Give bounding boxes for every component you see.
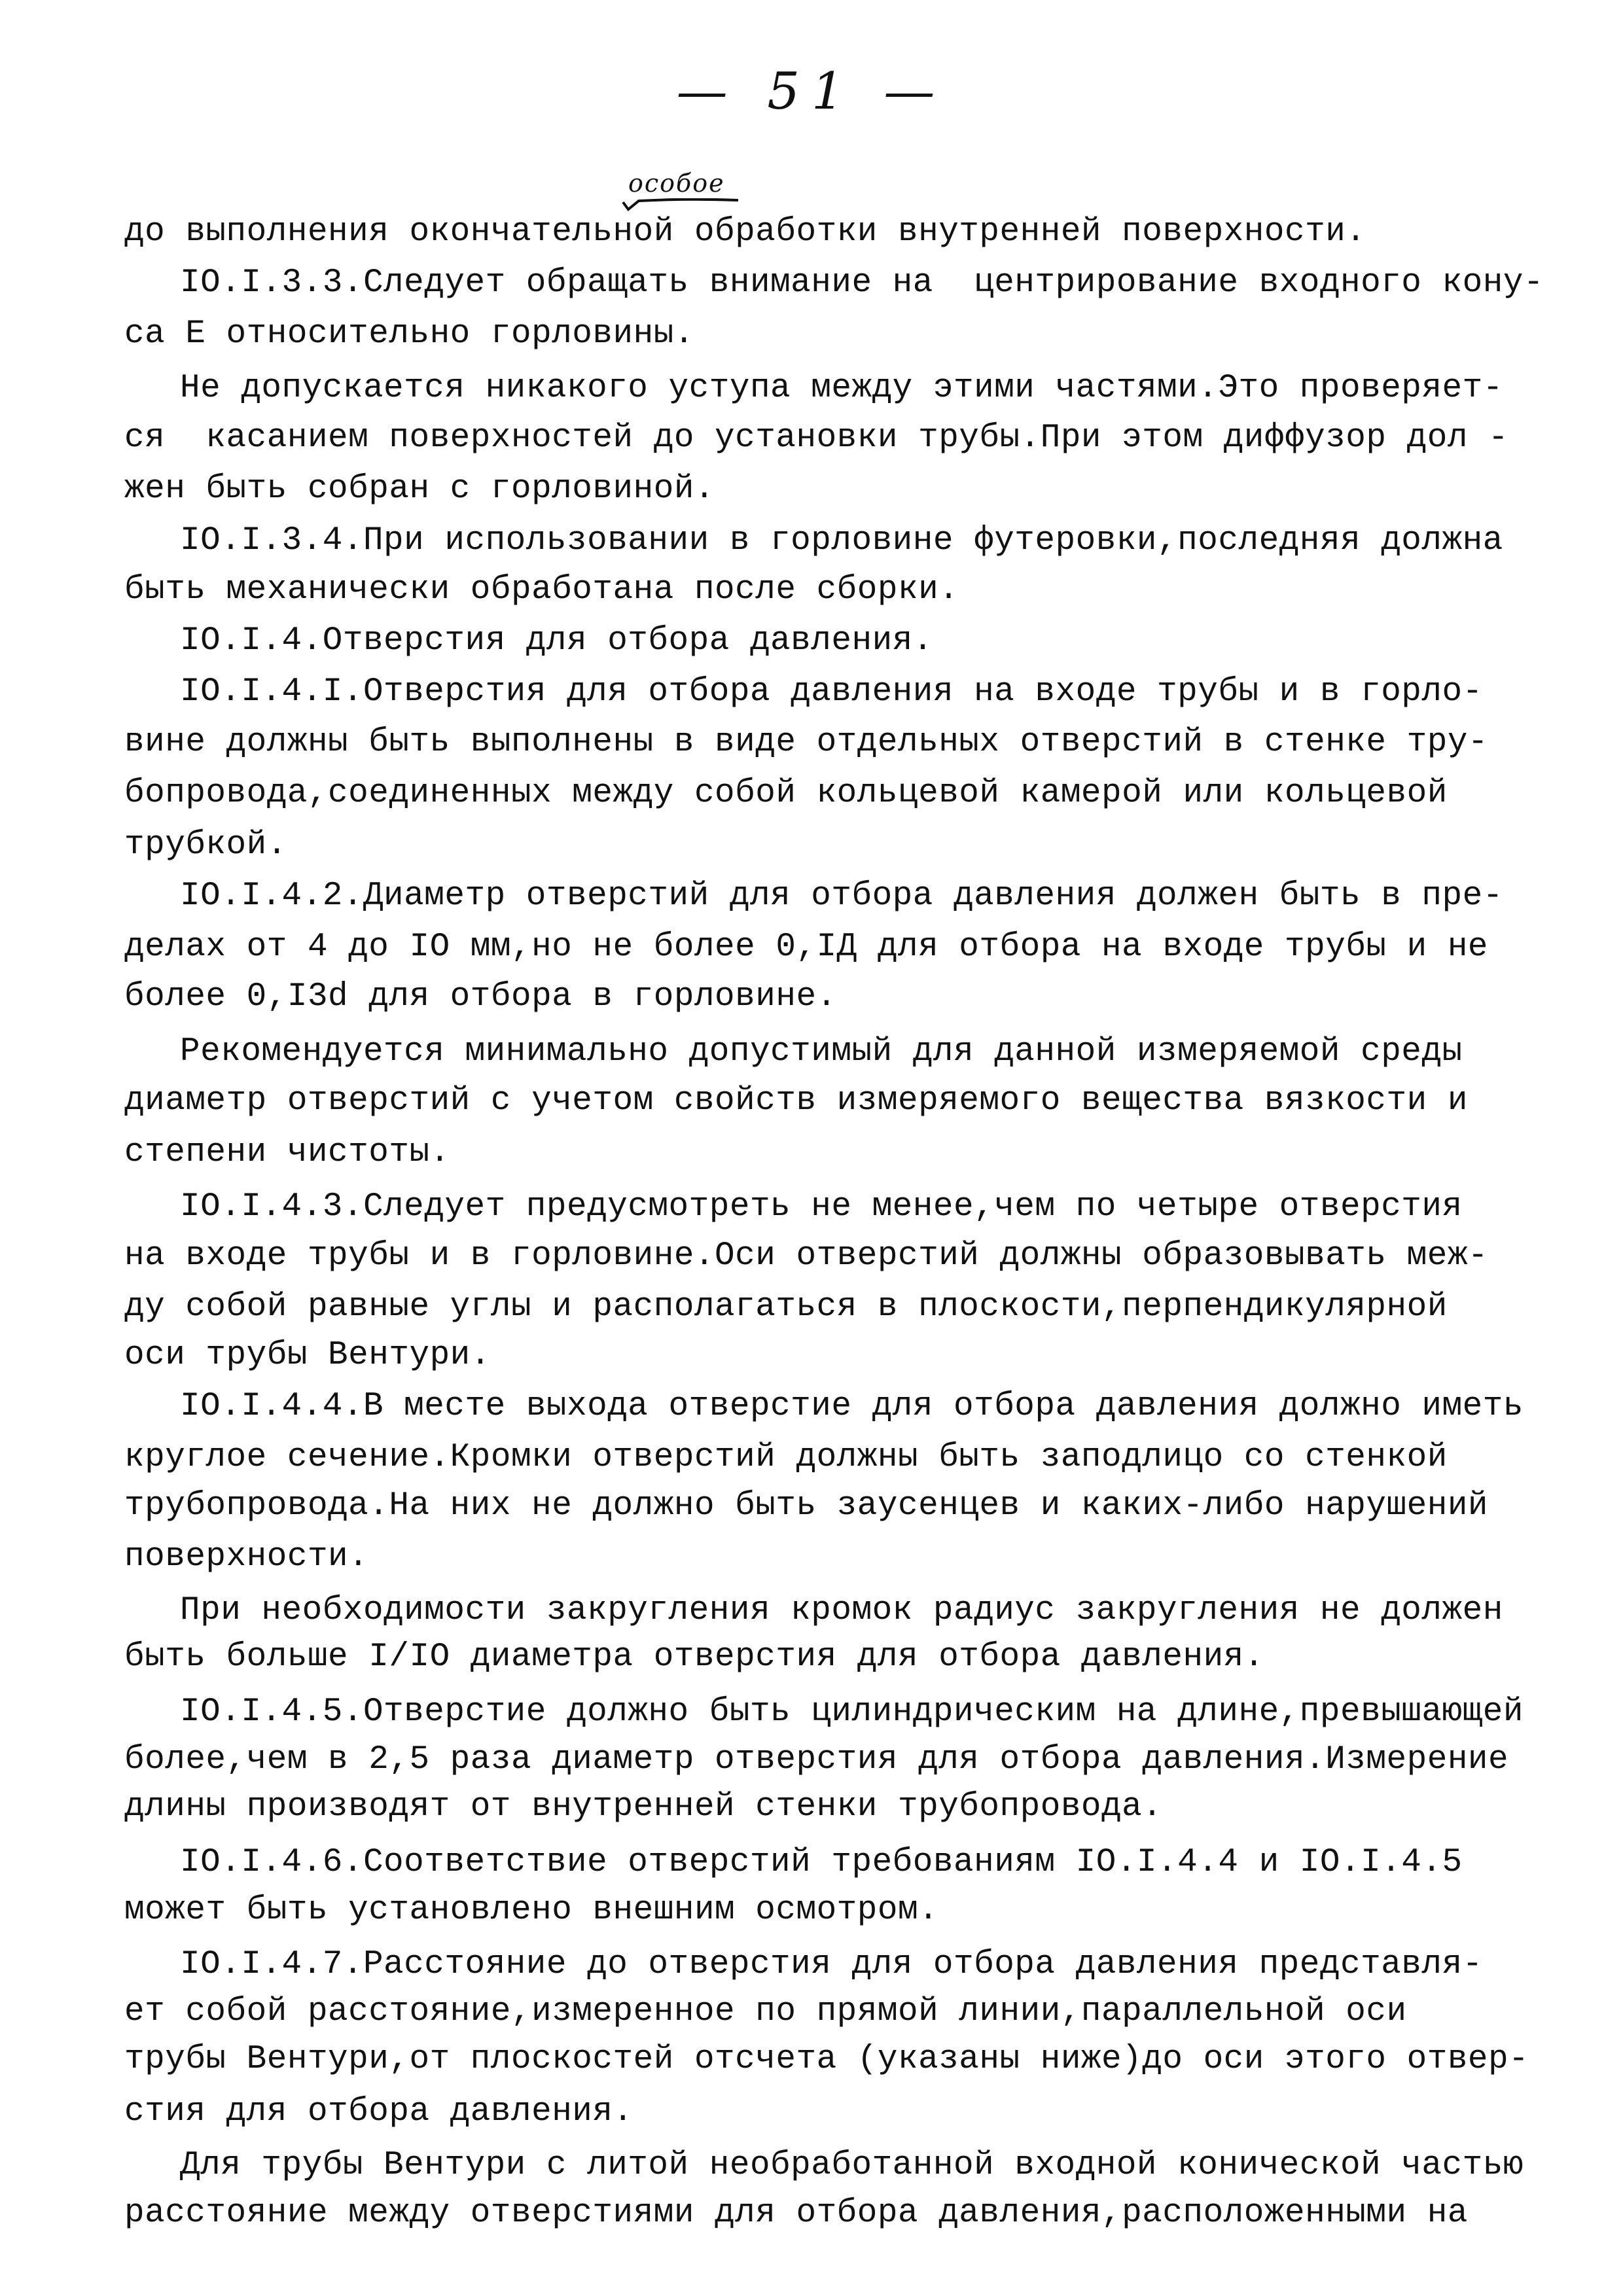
page-number: — 51 — xyxy=(676,62,947,121)
text-line: жен быть собран с горловиной. xyxy=(124,470,715,508)
text-line: длины производят от внутренней стенки трубопровода. xyxy=(124,1788,1163,1826)
text-line: са Е относительно горловины. xyxy=(124,315,694,353)
text-line: трубопровода.На них не должно быть заусенцев и каких-либо нарушений xyxy=(124,1487,1489,1525)
text-line: Рекомендуется минимально допустимый для данной измеряемой среды xyxy=(180,1033,1463,1070)
text-line: IO.I.4.5.Отверстие должно быть цилиндрическим на длине,превышающей xyxy=(180,1693,1524,1731)
text-line: IO.I.4.6.Соответствие отверстий требованиям IO.I.4.4 и IO.I.4.5 xyxy=(180,1844,1463,1881)
text-line: делах от 4 до IO мм,но не более 0,IД для отбора на входе трубы и не xyxy=(124,928,1489,966)
text-line: бопровода,соединенных между собой кольцевой камерой или кольцевой xyxy=(124,775,1448,812)
text-line: более 0,I3d для отбора в горловине. xyxy=(124,978,837,1016)
text-line: оси трубы Вентури. xyxy=(124,1337,491,1374)
text-line: Не допускается никакого уступа между этими частями.Это проверяет- xyxy=(180,370,1503,407)
text-line: трубы Вентури,от плоскостей отсчета (указаны ниже)до оси этого отвер- xyxy=(124,2041,1529,2078)
text-line: до выполнения окончательной обработки внутренней поверхности. xyxy=(124,213,1366,251)
text-line: вине должны быть выполнены в виде отдельных отверстий в стенке тру- xyxy=(124,724,1489,761)
text-line: IO.I.4.Отверстия для отбора давления. xyxy=(180,622,933,660)
insertion-caret-mark xyxy=(622,198,740,211)
text-line: ду собой равные углы и располагаться в плоскости,перпендикулярной xyxy=(124,1288,1448,1326)
text-line: быть механически обработана после сборки. xyxy=(124,571,959,609)
text-line: стия для отбора давления. xyxy=(124,2093,633,2130)
text-line: на входе трубы и в горловине.Оси отверстий должны образовывать меж- xyxy=(124,1237,1489,1275)
handwritten-annotation: особое xyxy=(628,169,725,198)
text-line: IO.I.4.7.Расстояние до отверстия для отбора давления представля- xyxy=(180,1946,1483,1983)
text-line: IO.I.3.3.Следует обращать внимание на центрирование входного кону- xyxy=(180,264,1544,302)
text-line: IO.I.4.2.Диаметр отверстий для отбора давления должен быть в пре- xyxy=(180,877,1503,915)
text-line: более,чем в 2,5 раза диаметр отверстия для отбора давления.Измерение xyxy=(124,1741,1509,1778)
text-line: расстояние между отверстиями для отбора давления,расположенными на xyxy=(124,2195,1468,2232)
text-line: ся касанием поверхностей до установки трубы.При этом диффузор дол - xyxy=(124,419,1509,457)
text-line: IO.I.4.3.Следует предусмотреть не менее,чем по четыре отверстия xyxy=(180,1188,1463,1226)
text-line: поверхности. xyxy=(124,1538,369,1576)
text-line: диаметр отверстий с учетом свойств измеряемого вещества вязкости и xyxy=(124,1082,1468,1120)
text-line: ет собой расстояние,измеренное по прямой линии,параллельной оси xyxy=(124,1993,1407,2030)
text-line: трубкой. xyxy=(124,826,287,864)
text-line: Для трубы Вентури с литой необработанной входной конической частью xyxy=(180,2147,1524,2184)
text-line: круглое сечение.Кромки отверстий должны быть заподлицо со стенкой xyxy=(124,1439,1448,1476)
text-line: При необходимости закругления кромок радиус закругления не должен xyxy=(180,1592,1503,1629)
text-line: степени чистоты. xyxy=(124,1134,450,1171)
text-line: может быть установлено внешним осмотром. xyxy=(124,1892,939,1929)
text-line: быть больше I/IO диаметра отверстия для отбора давления. xyxy=(124,1638,1264,1676)
text-line: IO.I.4.I.Отверстия для отбора давления на входе трубы и в горло- xyxy=(180,673,1483,711)
text-line: IO.I.3.4.При использовании в горловине футеровки,последняя должна xyxy=(180,522,1503,559)
text-line: IO.I.4.4.В месте выхода отверстие для отбора давления должно иметь xyxy=(180,1388,1524,1425)
